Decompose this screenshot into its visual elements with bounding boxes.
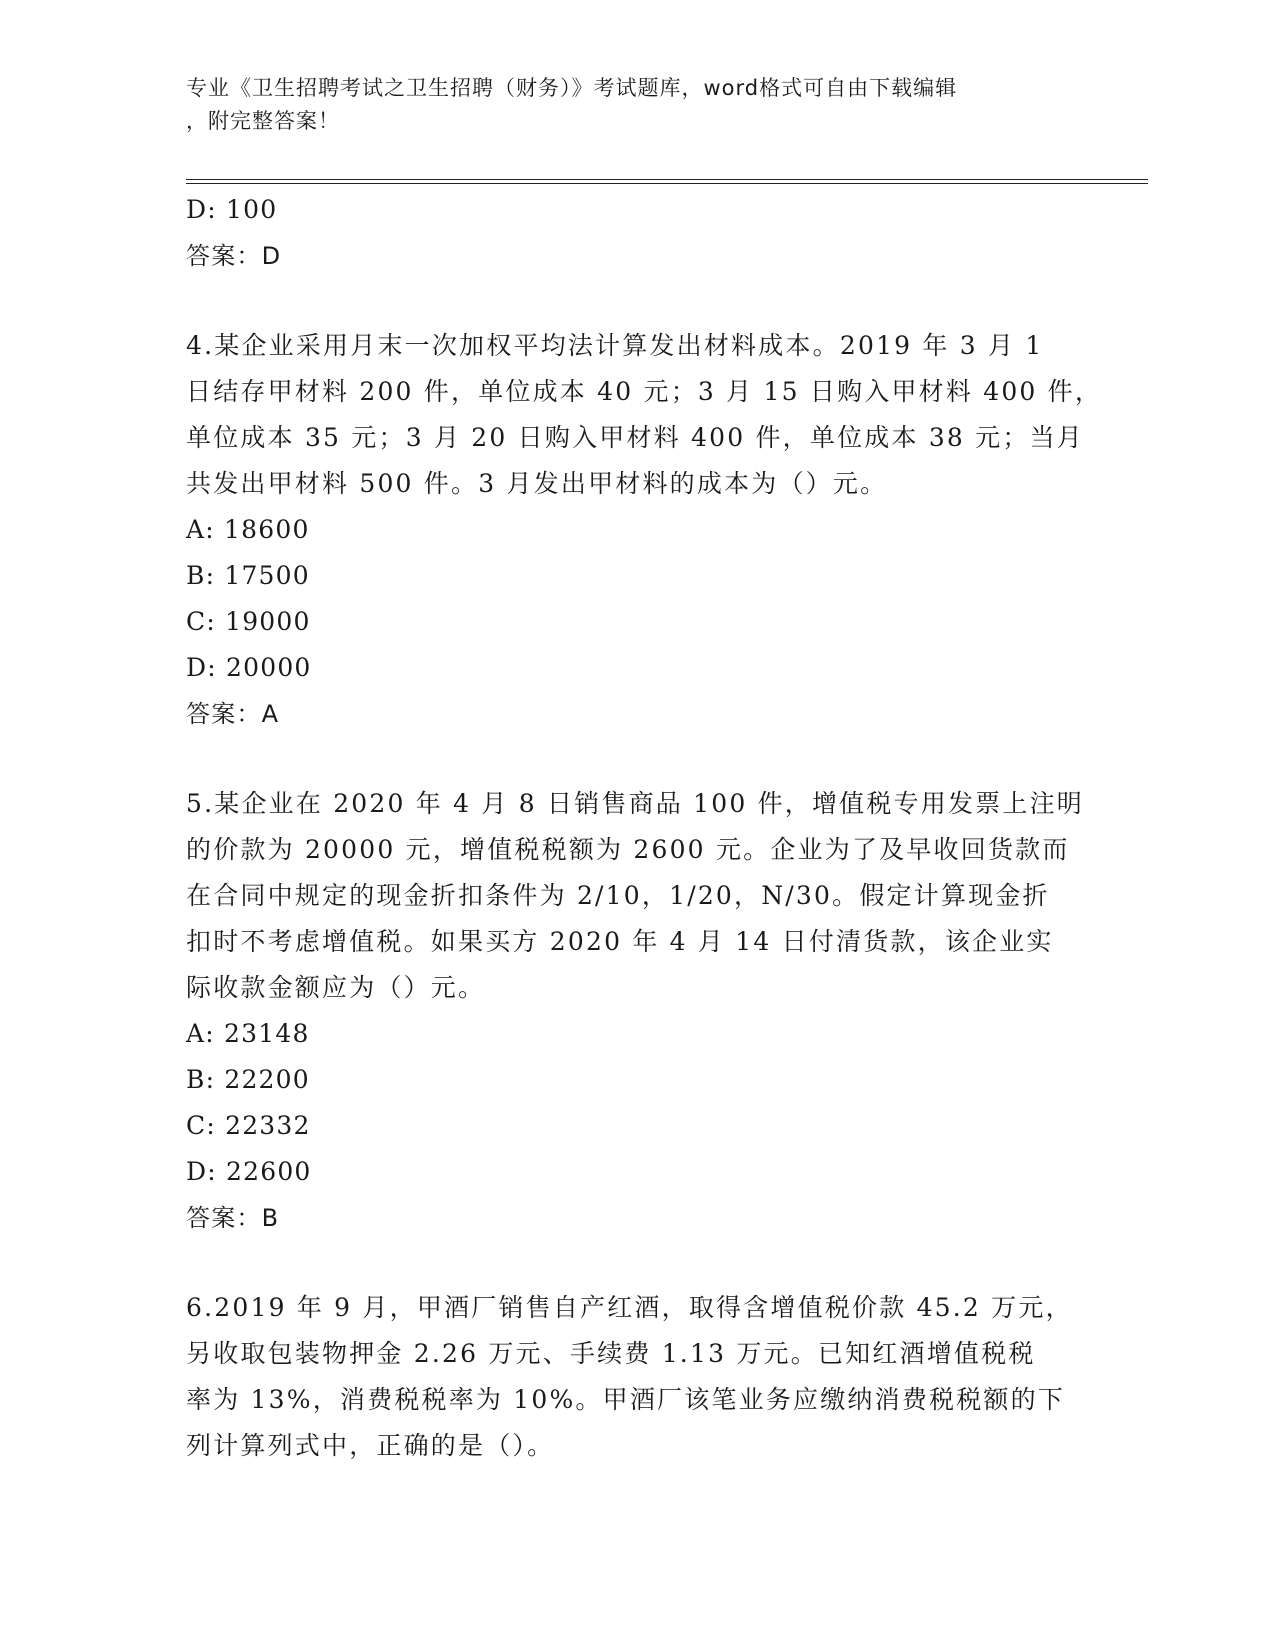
question-line: 际收款金额应为（）元。: [186, 973, 486, 1002]
answer: 答案：B: [186, 1204, 280, 1232]
option-b: B: 22200: [186, 1065, 310, 1094]
question-line: 列计算列式中，正确的是（）。: [186, 1431, 555, 1460]
option-d: D: 20000: [186, 653, 312, 682]
header-divider-top: [186, 179, 1148, 180]
question-line: 共发出甲材料 500 件。3 月发出甲材料的成本为（）元。: [186, 469, 888, 498]
spacer: [186, 279, 1066, 323]
answer: 答案：D: [186, 242, 282, 270]
spacer: [186, 737, 1066, 781]
answer: 答案：A: [186, 700, 280, 728]
question-stem: [186, 781, 1084, 1011]
option-b: B: 17500: [186, 561, 310, 590]
option-a: A: 18600: [186, 515, 310, 544]
header-title-line-2: ，附完整答案！: [186, 109, 340, 133]
question-line: 日结存甲材料 200 件，单位成本 40 元；3 月 15 日购入甲材料 400 件，: [186, 377, 1103, 406]
option-c: C: 19000: [186, 607, 311, 636]
spacer: [186, 1241, 1066, 1285]
question-stem: [186, 1285, 1073, 1469]
previous-question-tail: [186, 187, 1066, 279]
question-6: [186, 1285, 1073, 1469]
question-5: [186, 781, 1084, 1241]
option-c: C: 22332: [186, 1111, 311, 1140]
document-header: [186, 72, 1066, 138]
question-line: 在合同中规定的现金折扣条件为 2/10，1/20，N/30。假定计算现金折: [186, 881, 1050, 910]
document-body: [186, 187, 1103, 1469]
option-d: D: 100: [186, 195, 278, 224]
question-line: 5.某企业在 2020 年 4 月 8 日销售商品 100 件，增值税专用发票上注明: [186, 789, 1084, 818]
option-d: D: 22600: [186, 1157, 312, 1186]
question-line: 单位成本 35 元；3 月 20 日购入甲材料 400 件，单位成本 38 元；当月: [186, 423, 1084, 452]
header-divider-bottom: [186, 183, 1148, 184]
question-stem: [186, 323, 1103, 507]
option-a: A: 23148: [186, 1019, 310, 1048]
question-line: 另收取包装物押金 2.26 万元、手续费 1.13 万元。已知红酒增值税税: [186, 1339, 1036, 1368]
question-line: 扣时不考虑增值税。如果买方 2020 年 4 月 14 日付清货款，该企业实: [186, 927, 1054, 956]
question-4: [186, 323, 1103, 737]
question-line: 的价款为 20000 元，增值税税额为 2600 元。企业为了及早收回货款而: [186, 835, 1070, 864]
question-line: 4.某企业采用月末一次加权平均法计算发出材料成本。2019 年 3 月 1: [186, 331, 1044, 360]
question-line: 6.2019 年 9 月，甲酒厂销售自产红酒，取得含增值税价款 45.2 万元，: [186, 1293, 1073, 1322]
header-title-line-1: 专业《卫生招聘考试之卫生招聘（财务）》考试题库，word格式可自由下载编辑: [186, 76, 958, 100]
question-line: 率为 13%，消费税税率为 10%。甲酒厂该笔业务应缴纳消费税税额的下: [186, 1385, 1066, 1414]
